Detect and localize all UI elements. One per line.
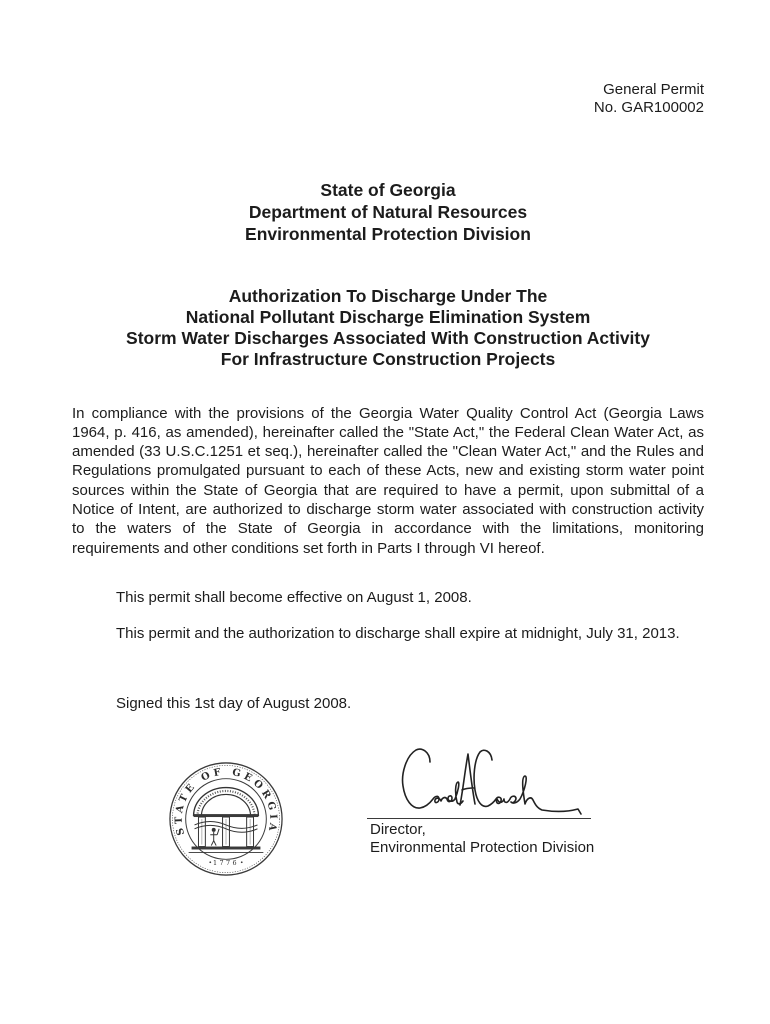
body-line: 1964, p. 416, as amended), hereinafter called the "State Act," the Federal Clean Water Act, as — [72, 423, 704, 441]
signatory-block — [370, 821, 594, 857]
agency-department: Department of Natural Resources — [248, 202, 528, 222]
state-seal-icon — [167, 760, 285, 878]
permit-number: No. GAR100002 — [593, 99, 704, 116]
expiration-statement: This permit and the authorization to discharge shall expire at midnight, July 31, 2013. — [116, 625, 680, 642]
body-line: Notice of Intent, are authorized to discharge storm water associated with construction activity — [72, 500, 704, 518]
signature-stroke-last-name — [474, 750, 581, 814]
title-line: National Pollutant Discharge Elimination System — [185, 307, 591, 327]
signatory-division: Environmental Protection Division — [370, 839, 595, 856]
body-line: sources within the State of Georgia that are required to have a permit, upon submittal of a — [72, 481, 704, 499]
effective-date-statement: This permit shall become effective on August 1, 2008. — [116, 589, 472, 606]
agency-state: State of Georgia — [320, 180, 456, 200]
title-line: For Infrastructure Construction Projects — [220, 349, 556, 369]
seal-ring-text: STATE OF GEORGIA — [173, 766, 279, 837]
permit-title — [72, 286, 704, 370]
seal-dot — [241, 861, 243, 863]
permit-type: General Permit — [603, 81, 704, 98]
title-line: Authorization To Discharge Under The — [228, 286, 548, 306]
seal-dot — [209, 861, 211, 863]
signature-stroke-initial — [460, 754, 475, 805]
body-line: to the waters of the State of Georgia in accordance with the limitations, monitoring — [72, 520, 704, 538]
seal-base — [192, 847, 261, 850]
signed-date-statement: Signed this 1st day of August 2008. — [116, 695, 352, 712]
signature-line — [367, 818, 591, 819]
body-line: amended (33 U.S.C.1251 et seq.), hereinafter called the "Clean Water Act," and the Rules and — [72, 443, 704, 461]
signature-stroke-first-name — [403, 749, 463, 808]
title-line: Storm Water Discharges Associated With Construction Activity — [126, 328, 650, 348]
body-line: Regulations promulgated pursuant to each of these Acts, new and existing storm water point — [72, 462, 704, 480]
director-signature — [392, 742, 592, 822]
authorization-paragraph — [72, 404, 704, 558]
body-line: requirements and other conditions set forth in Parts I through VI hereof. — [72, 539, 545, 557]
body-line: In compliance with the provisions of the Georgia Water Quality Control Act (Georgia Laws — [72, 404, 704, 422]
seal-arch-inner — [201, 794, 250, 816]
agency-heading — [72, 179, 704, 245]
seal-figure-head — [212, 828, 216, 832]
signatory-title: Director, — [370, 821, 426, 838]
agency-division: Environmental Protection Division — [245, 224, 531, 244]
seal-year: 1776 — [212, 859, 240, 868]
permit-identifier — [72, 81, 704, 117]
